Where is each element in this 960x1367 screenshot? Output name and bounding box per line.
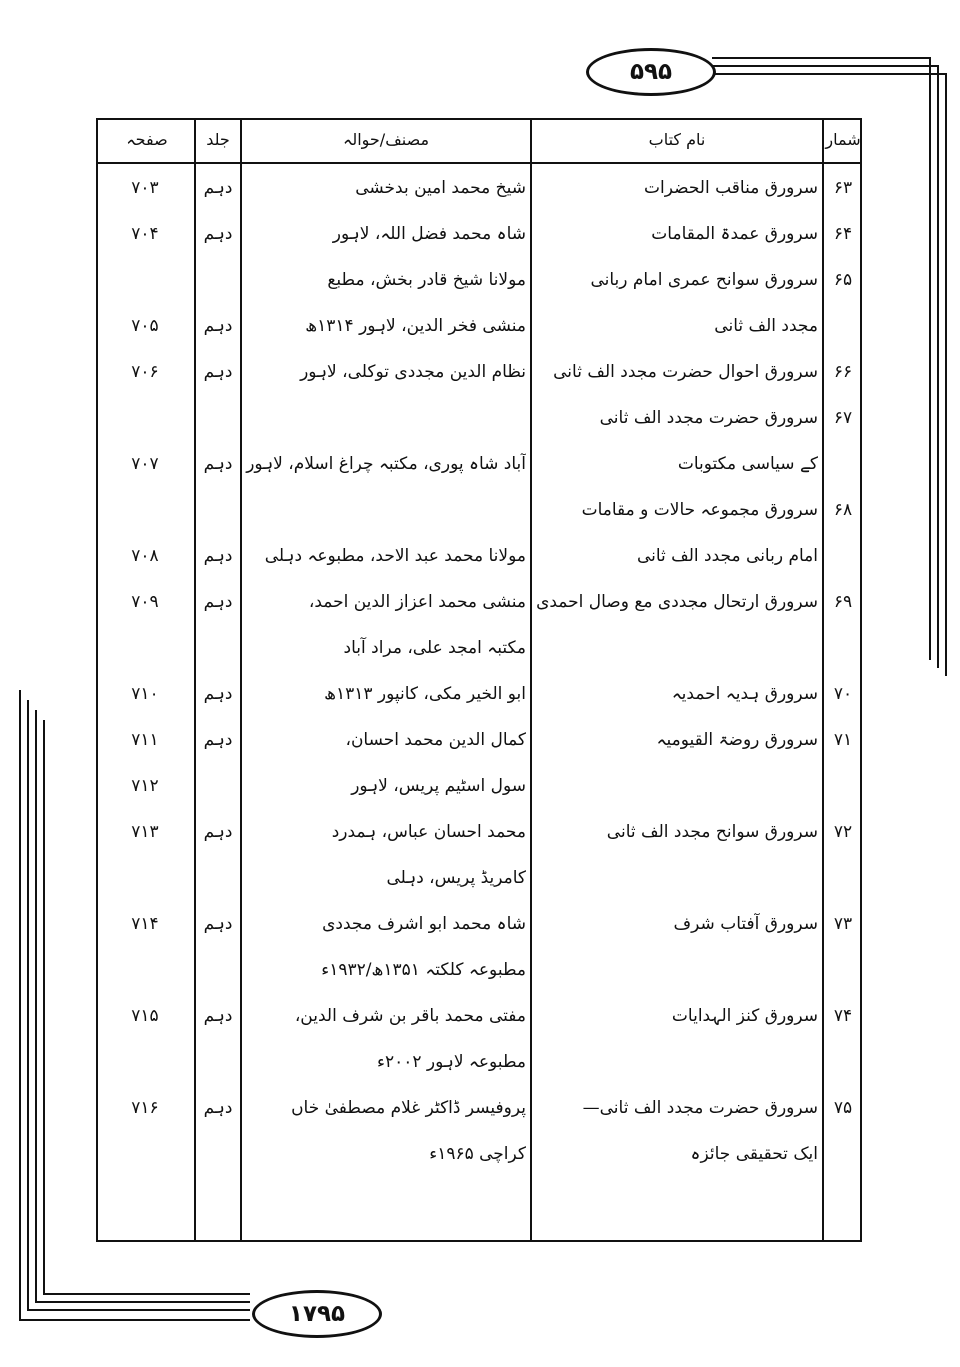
author-cell: شیخ محمد امین بدخشی [355,178,526,198]
serial-cell: ۷۰ [833,684,853,704]
author-cell: مکتبہ امجد علی، مراد آباد [343,638,526,658]
volume-cell: دہم [203,178,233,198]
book-cell: سرورق مجموعہ حالات و مقامات [581,500,818,520]
author-cell: شاہ محمد فضل اللہ، لاہور [332,224,526,244]
volume-cell: دہم [203,914,233,934]
volume-cell: دہم [203,546,233,566]
serial-cell: ۶۴ [833,224,853,244]
page-cell: ۷۰۵ [131,316,159,336]
volume-cell: دہم [203,1098,233,1118]
volume-cell: دہم [203,1006,233,1026]
author-cell: کمال الدین محمد احسان، [345,730,526,750]
serial-cell: ۷۴ [833,1006,853,1026]
column-divider [530,120,532,1240]
book-table [96,118,862,1242]
book-cell: سرورق سوانح عمری امام ربانی [590,270,818,290]
volume-cell: دہم [203,224,233,244]
column-divider [240,120,242,1240]
book-cell: سرورق عمدۃ المقامات [651,224,818,244]
page-cell: ۷۰۳ [131,178,159,198]
volume-cell: دہم [203,592,233,612]
book-cell: سرورق حضرت مجدد الف ثانی [599,408,818,428]
book-cell: سرورق مناقب الحضرات [643,178,818,198]
volume-cell: دہم [203,454,233,474]
author-cell: منشی محمد اعزاز الدین احمد، [308,592,526,612]
author-cell: سول اسٹیم پریس، لاہور [351,776,526,796]
page-cell: ۷۰۴ [131,224,159,244]
book-cell: سرورق احوال حضرت مجدد الف ثانی [553,362,818,382]
header-divider [98,162,860,164]
book-cell: سرورق آفتاب شرف [673,914,818,934]
author-cell: مطبوعہ لاہور ۲۰۰۲ء [376,1052,526,1072]
header-author: مصنف/حوالہ [342,130,430,149]
header-volume: جلد [206,130,230,149]
page-cell: ۷۱۶ [131,1098,159,1118]
serial-cell: ۶۷ [833,408,853,428]
serial-cell: ۷۳ [833,914,853,934]
serial-cell: ۷۱ [833,730,853,750]
header-serial: شمار [825,130,861,149]
book-cell: ایک تحقیقی جائزہ [690,1144,818,1164]
volume-cell: دہم [203,684,233,704]
book-cell: کے سیاسی مکتوبات [677,454,818,474]
serial-cell: ۷۵ [833,1098,853,1118]
page-cell: ۷۰۶ [131,362,159,382]
author-cell: مفتی محمد باقر بن شرف الدین، [294,1006,526,1026]
header-book: نام کتاب [648,130,706,149]
page-cell: ۷۱۰ [131,684,159,704]
author-cell: نظام الدین مجددی توکلی، لاہور [300,362,526,382]
header-page: صفحہ [126,130,168,149]
author-cell: کراچی ۱۹۶۵ء [429,1144,526,1164]
author-cell: مولانا شیخ قادر بخش، مطبع [327,270,526,290]
page-cell: ۷۱۵ [131,1006,159,1026]
serial-cell: ۶۵ [833,270,853,290]
serial-cell: ۶۸ [833,500,853,520]
author-cell: مولانا محمد عبد الاحد، مطبوعہ دہلی [264,546,526,566]
page-cell: ۷۱۳ [131,822,159,842]
page-cell: ۷۰۷ [131,454,159,474]
page-number-bottom: ۱۷۹۵ [252,1290,382,1338]
author-cell: پروفیسر ڈاکٹر غلام مصطفیٰ خاں [291,1098,526,1118]
author-cell: مطبوعہ کلکتہ ۱۳۵۱ھ/۱۹۳۲ء [321,960,526,980]
book-cell: سرورق حضرت مجدد الف ثانی— [582,1098,818,1118]
volume-cell: دہم [203,362,233,382]
book-cell: مجدد الف ثانی [714,316,818,336]
page-cell: ۷۰۸ [131,546,159,566]
column-divider [194,120,196,1240]
page-cell: ۷۰۹ [131,592,159,612]
book-cell: سرورق کنز الہدایات [671,1006,818,1026]
volume-cell: دہم [203,730,233,750]
serial-cell: ۶۹ [833,592,853,612]
book-cell: سرورق ارتحال مجددی مع وصال احمدی [536,592,818,612]
book-cell: سرورق ہدیہ احمدیہ [671,684,818,704]
author-cell: شاہ محمد ابو اشرف مجددی [322,914,526,934]
volume-cell: دہم [203,316,233,336]
page-cell: ۷۱۲ [131,776,159,796]
page-number-top: ۵۹۵ [586,48,716,96]
book-cell: سرورق سوانح مجدد الف ثانی [606,822,818,842]
book-cell: سرورق روضۃ القیومیہ [656,730,818,750]
serial-cell: ۷۲ [833,822,853,842]
serial-cell: ۶۶ [833,362,853,382]
book-cell: امام ربانی مجدد الف ثانی [636,546,818,566]
page-cell: ۷۱۴ [131,914,159,934]
author-cell: آباد شاہ پوری، مکتبہ چراغ اسلام، لاہور [246,454,526,474]
page-cell: ۷۱۱ [131,730,159,750]
volume-cell: دہم [203,822,233,842]
author-cell: محمد احسان عباس، ہمدرد [331,822,526,842]
author-cell: منشی فخر الدین، لاہور ۱۳۱۴ھ [305,316,526,336]
author-cell: کامریڈ پریس، دہلی [386,868,526,888]
serial-cell: ۶۳ [833,178,853,198]
author-cell: ابو الخیر مکی، کانپور ۱۳۱۳ھ [324,684,526,704]
